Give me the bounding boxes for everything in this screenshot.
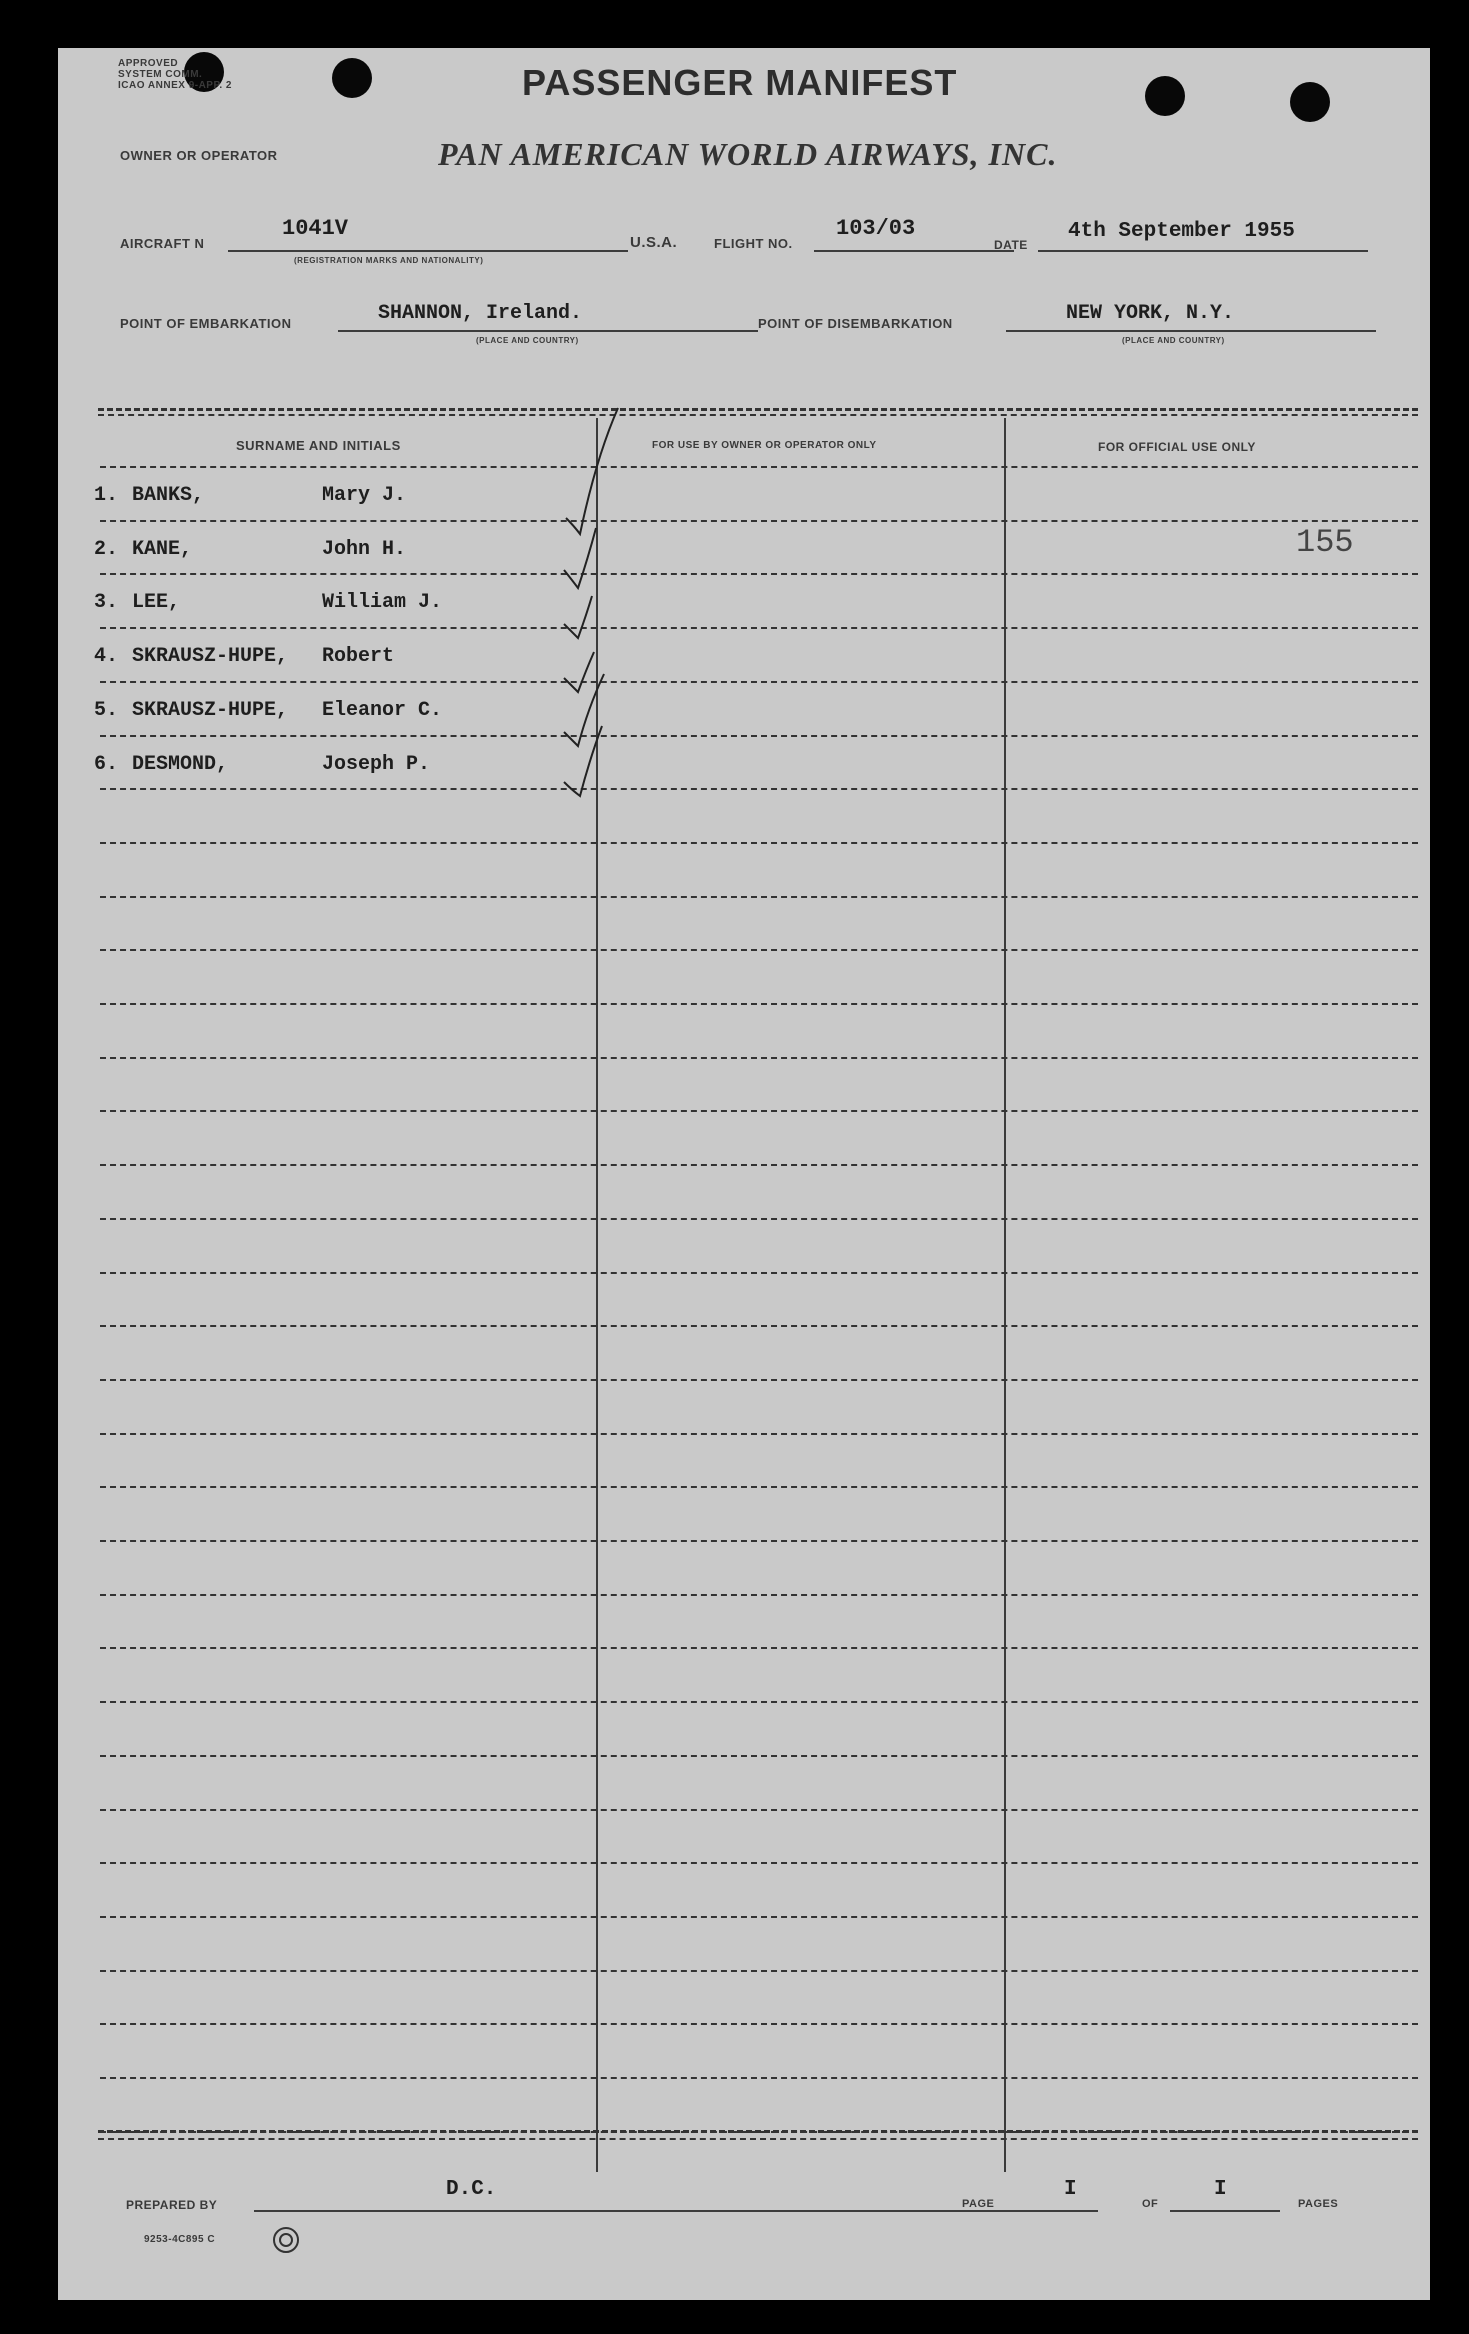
passenger-surname: BANKS, <box>132 484 205 507</box>
table-row-line <box>100 1755 1418 1757</box>
passenger-surname: DESMOND, <box>132 753 229 776</box>
disembark-underline <box>1006 330 1376 332</box>
table-row-line <box>100 1003 1418 1005</box>
passenger-initials: Robert <box>322 645 395 668</box>
table-row-line <box>100 627 1418 629</box>
approval-note: APPROVED SYSTEM COMM. ICAO ANNEX 9-APP. 2 <box>118 58 232 91</box>
header-rule <box>98 408 1418 411</box>
passenger-initials: Eleanor C. <box>322 699 443 722</box>
table-row-line <box>100 896 1418 898</box>
form-code: 9253-4C895 C <box>144 2234 216 2245</box>
passenger-initials: Joseph P. <box>322 753 431 776</box>
table-row-line <box>100 1486 1418 1488</box>
table-row-line <box>100 1110 1418 1112</box>
disembark-value: NEW YORK, N.Y. <box>1066 302 1235 325</box>
page-title: PASSENGER MANIFEST <box>522 62 958 103</box>
table-row <box>58 530 598 568</box>
table-row <box>58 745 598 783</box>
aircraft-label: AIRCRAFT N <box>120 236 205 251</box>
embark-value: SHANNON, Ireland. <box>378 302 583 325</box>
table-row-line <box>100 1809 1418 1811</box>
passenger-initials: Mary J. <box>322 484 407 507</box>
page-value: I <box>1064 2178 1077 2201</box>
pages-label: PAGES <box>1298 2198 1339 2210</box>
table-row <box>58 476 598 514</box>
aircraft-value: 1041V <box>282 216 349 241</box>
passenger-number: 4. <box>94 645 119 668</box>
table-row <box>58 583 598 621</box>
table-row-line <box>100 1433 1418 1435</box>
table-row-line <box>100 681 1418 683</box>
operator-name: PAN AMERICAN WORLD AIRWAYS, INC. <box>438 136 1058 172</box>
passenger-surname: KANE, <box>132 538 193 561</box>
prepared-value: D.C. <box>446 2178 497 2201</box>
disembark-label: POINT OF DISEMBARKATION <box>758 316 953 331</box>
header-rule <box>98 414 1418 416</box>
flight-label: FLIGHT NO. <box>714 236 793 251</box>
union-label-icon <box>272 2226 300 2254</box>
col2-header: FOR USE BY OWNER OR OPERATOR ONLY <box>652 440 877 451</box>
of-underline <box>1170 2210 1280 2212</box>
page-underline <box>1008 2210 1098 2212</box>
check-mark-icon <box>564 528 596 588</box>
usa-label: U.S.A. <box>630 234 678 251</box>
col3-header: FOR OFFICIAL USE ONLY <box>1098 440 1256 454</box>
table-row-line <box>100 1701 1418 1703</box>
table-row-line <box>100 1057 1418 1059</box>
check-mark-icon <box>564 652 594 692</box>
of-value: I <box>1214 2178 1227 2201</box>
check-mark-icon <box>566 408 618 534</box>
date-label: DATE <box>994 238 1028 252</box>
passenger-number: 3. <box>94 591 119 614</box>
table-row-line <box>100 1970 1418 1972</box>
passenger-surname: SKRAUSZ-HUPE, <box>132 645 289 668</box>
passenger-number: 1. <box>94 484 119 507</box>
footer-rule <box>98 2130 1418 2133</box>
passenger-surname: LEE, <box>132 591 181 614</box>
prepared-label: PREPARED BY <box>126 2198 218 2212</box>
table-row-line <box>100 949 1418 951</box>
embark-label: POINT OF EMBARKATION <box>120 316 292 331</box>
col1-header: SURNAME AND INITIALS <box>236 438 401 453</box>
flight-value: 103/03 <box>836 216 916 241</box>
check-mark-icon <box>564 596 592 638</box>
table-row-line <box>100 1540 1418 1542</box>
punch-hole <box>1145 76 1185 116</box>
table-row-line <box>100 573 1418 575</box>
table-row-line <box>100 1647 1418 1649</box>
date-underline <box>1038 250 1368 252</box>
table-row-line <box>100 2077 1418 2079</box>
table-row <box>58 691 598 729</box>
official-note: 155 <box>1296 524 1354 561</box>
table-row-line <box>100 1594 1418 1596</box>
aircraft-underline <box>228 250 628 252</box>
table-row-line <box>100 466 1418 468</box>
passenger-number: 6. <box>94 753 119 776</box>
embark-underline <box>338 330 758 332</box>
table-row-line <box>100 520 1418 522</box>
table-row-line <box>100 1272 1418 1274</box>
footer-rule <box>98 2138 1418 2140</box>
table-row-line <box>100 1379 1418 1381</box>
registration-note: (REGISTRATION MARKS AND NATIONALITY) <box>294 256 484 265</box>
punch-hole <box>1290 82 1330 122</box>
table-row-line <box>100 788 1418 790</box>
passenger-surname: SKRAUSZ-HUPE, <box>132 699 289 722</box>
embark-note: (PLACE AND COUNTRY) <box>476 336 579 345</box>
table-row <box>58 637 598 675</box>
table-row-line <box>100 735 1418 737</box>
prepared-underline <box>254 2210 1024 2212</box>
date-value: 4th September 1955 <box>1068 220 1295 243</box>
table-row-line <box>100 842 1418 844</box>
manifest-sheet <box>58 48 1430 2300</box>
table-row-line <box>100 1164 1418 1166</box>
table-row-line <box>100 1862 1418 1864</box>
table-row-line <box>100 1916 1418 1918</box>
of-label: OF <box>1142 2198 1159 2210</box>
table-row-line <box>100 2023 1418 2025</box>
check-marks <box>548 348 668 848</box>
passenger-number: 5. <box>94 699 119 722</box>
passenger-number: 2. <box>94 538 119 561</box>
table-row-line <box>100 1218 1418 1220</box>
page-label: PAGE <box>962 2198 995 2210</box>
passenger-initials: John H. <box>322 538 407 561</box>
punch-hole <box>332 58 372 98</box>
owner-label: OWNER OR OPERATOR <box>120 148 278 163</box>
passenger-initials: William J. <box>322 591 443 614</box>
table-row-line <box>100 1325 1418 1327</box>
disembark-note: (PLACE AND COUNTRY) <box>1122 336 1225 345</box>
flight-underline <box>814 250 1014 252</box>
